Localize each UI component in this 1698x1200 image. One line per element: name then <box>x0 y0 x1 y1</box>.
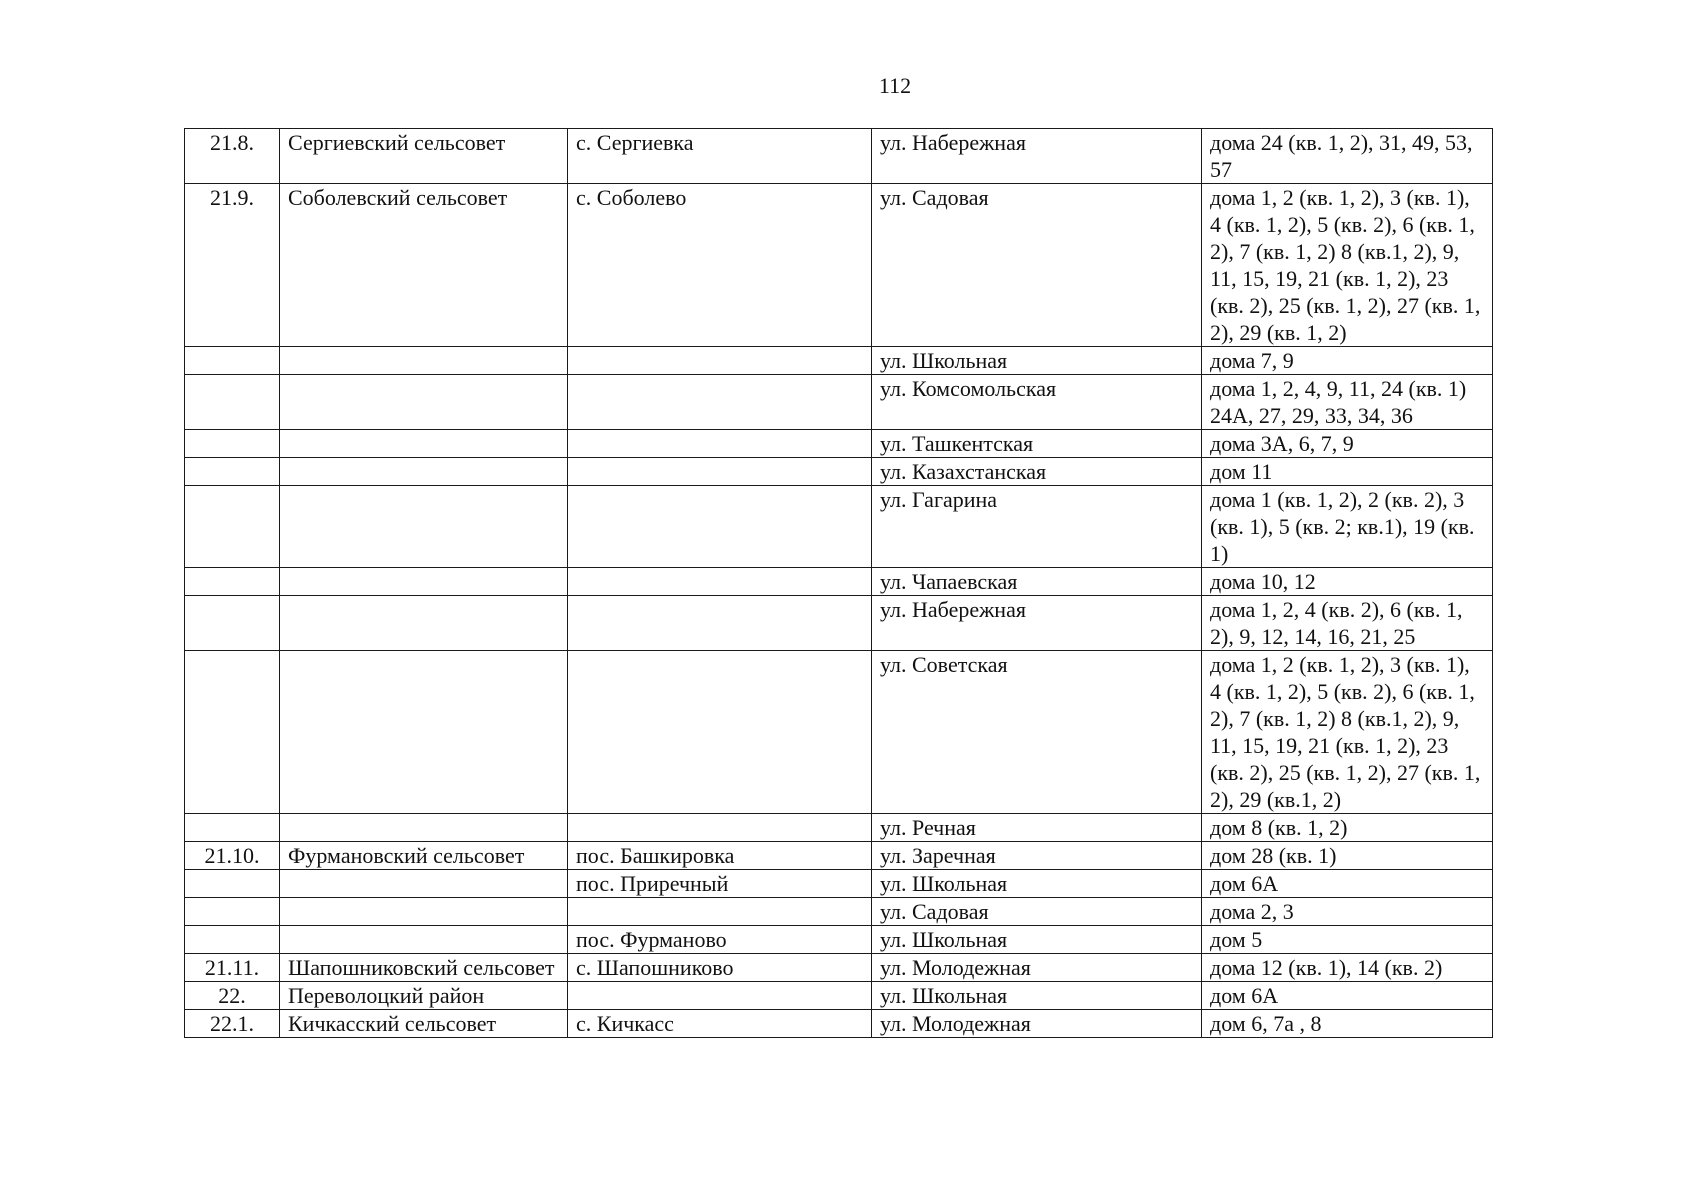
table-row <box>185 1010 1493 1038</box>
houses-cell: дома 1, 2, 4, 9, 11, 24 (кв. 1) 24А, 27, 29, 33, 34, 36 <box>1202 375 1493 430</box>
settlement-cell <box>568 898 872 926</box>
street-cell: ул. Ташкентская <box>872 430 1202 458</box>
settlement-cell: с. Соболево <box>568 184 872 347</box>
houses-cell: дома 24 (кв. 1, 2), 31, 49, 53, 57 <box>1202 129 1493 184</box>
page-number: 112 <box>878 73 912 98</box>
houses-cell: дом 6А <box>1202 870 1493 898</box>
row-number-cell <box>185 430 280 458</box>
council-cell <box>280 898 568 926</box>
row-number-cell <box>185 568 280 596</box>
settlement-cell: с. Кичкасс <box>568 1010 872 1038</box>
table-row <box>185 458 1493 486</box>
table-row <box>185 842 1493 870</box>
settlement-cell: пос. Приречный <box>568 870 872 898</box>
settlement-cell <box>568 486 872 568</box>
table-row <box>185 430 1493 458</box>
street-cell: ул. Школьная <box>872 982 1202 1010</box>
houses-cell: дома 1, 2 (кв. 1, 2), 3 (кв. 1), 4 (кв. 1, 2), 5 (кв. 2), 6 (кв. 1, 2), 7 (кв. 1, 2) 8 (кв.1, 2), 9, 11, 15, 19, 21 (кв. 1, 2), 23 (кв. 2), 25 (кв. 1, 2), 27 (кв. 1, 2), 29 (кв.1, 2) <box>1202 651 1493 814</box>
council-cell <box>280 458 568 486</box>
street-cell: ул. Речная <box>872 814 1202 842</box>
houses-cell: дом 11 <box>1202 458 1493 486</box>
settlement-cell: пос. Башкировка <box>568 842 872 870</box>
settlement-cell: с. Шапошниково <box>568 954 872 982</box>
row-number-cell <box>185 651 280 814</box>
street-cell: ул. Садовая <box>872 184 1202 347</box>
row-number-cell <box>185 870 280 898</box>
table-row <box>185 184 1493 347</box>
table-row <box>185 954 1493 982</box>
council-cell <box>280 568 568 596</box>
table-row <box>185 596 1493 651</box>
row-number-cell <box>185 814 280 842</box>
street-cell: ул. Комсомольская <box>872 375 1202 430</box>
row-number-cell: 21.9. <box>185 184 280 347</box>
council-cell <box>280 486 568 568</box>
address-table <box>184 128 1493 1038</box>
council-cell <box>280 814 568 842</box>
houses-cell: дом 6, 7а , 8 <box>1202 1010 1493 1038</box>
council-cell <box>280 596 568 651</box>
table-row <box>185 982 1493 1010</box>
street-cell: ул. Школьная <box>872 926 1202 954</box>
street-cell: ул. Заречная <box>872 842 1202 870</box>
settlement-cell <box>568 814 872 842</box>
council-cell: Соболевский сельсовет <box>280 184 568 347</box>
houses-cell: дома 1, 2 (кв. 1, 2), 3 (кв. 1), 4 (кв. 1, 2), 5 (кв. 2), 6 (кв. 1, 2), 7 (кв. 1, 2) 8 (кв.1, 2), 9, 11, 15, 19, 21 (кв. 1, 2), 23 (кв. 2), 25 (кв. 1, 2), 27 (кв. 1, 2), 29 (кв. 1, 2) <box>1202 184 1493 347</box>
row-number-cell <box>185 458 280 486</box>
settlement-cell <box>568 458 872 486</box>
houses-cell: дома 10, 12 <box>1202 568 1493 596</box>
street-cell: ул. Школьная <box>872 347 1202 375</box>
street-cell: ул. Молодежная <box>872 954 1202 982</box>
table-row <box>185 814 1493 842</box>
row-number-cell: 21.10. <box>185 842 280 870</box>
table-row <box>185 129 1493 184</box>
council-cell: Фурмановский сельсовет <box>280 842 568 870</box>
table-row <box>185 870 1493 898</box>
street-cell: ул. Садовая <box>872 898 1202 926</box>
council-cell <box>280 651 568 814</box>
row-number-cell <box>185 596 280 651</box>
houses-cell: дома 1, 2, 4 (кв. 2), 6 (кв. 1, 2), 9, 12, 14, 16, 21, 25 <box>1202 596 1493 651</box>
street-cell: ул. Казахстанская <box>872 458 1202 486</box>
council-cell: Переволоцкий район <box>280 982 568 1010</box>
houses-cell: дом 5 <box>1202 926 1493 954</box>
row-number-cell: 21.8. <box>185 129 280 184</box>
settlement-cell: пос. Фурманово <box>568 926 872 954</box>
table-row <box>185 375 1493 430</box>
table-row <box>185 486 1493 568</box>
row-number-cell: 22. <box>185 982 280 1010</box>
row-number-cell <box>185 898 280 926</box>
council-cell <box>280 870 568 898</box>
table-row <box>185 926 1493 954</box>
council-cell <box>280 347 568 375</box>
table-body <box>185 129 1493 1038</box>
houses-cell: дома 3А, 6, 7, 9 <box>1202 430 1493 458</box>
settlement-cell <box>568 568 872 596</box>
houses-cell: дома 2, 3 <box>1202 898 1493 926</box>
houses-cell: дом 28 (кв. 1) <box>1202 842 1493 870</box>
row-number-cell: 22.1. <box>185 1010 280 1038</box>
settlement-cell <box>568 347 872 375</box>
row-number-cell <box>185 926 280 954</box>
council-cell: Шапошниковский сельсовет <box>280 954 568 982</box>
houses-cell: дома 12 (кв. 1), 14 (кв. 2) <box>1202 954 1493 982</box>
street-cell: ул. Молодежная <box>872 1010 1202 1038</box>
houses-cell: дома 7, 9 <box>1202 347 1493 375</box>
table-row <box>185 651 1493 814</box>
street-cell: ул. Набережная <box>872 596 1202 651</box>
settlement-cell: с. Сергиевка <box>568 129 872 184</box>
council-cell <box>280 375 568 430</box>
houses-cell: дом 6А <box>1202 982 1493 1010</box>
council-cell: Сергиевский сельсовет <box>280 129 568 184</box>
street-cell: ул. Школьная <box>872 870 1202 898</box>
settlement-cell <box>568 430 872 458</box>
settlement-cell <box>568 596 872 651</box>
row-number-cell <box>185 486 280 568</box>
street-cell: ул. Набережная <box>872 129 1202 184</box>
houses-cell: дома 1 (кв. 1, 2), 2 (кв. 2), 3 (кв. 1), 5 (кв. 2; кв.1), 19 (кв. 1) <box>1202 486 1493 568</box>
council-cell <box>280 926 568 954</box>
table-row <box>185 898 1493 926</box>
settlement-cell <box>568 375 872 430</box>
table-row <box>185 568 1493 596</box>
council-cell <box>280 430 568 458</box>
settlement-cell <box>568 651 872 814</box>
street-cell: ул. Чапаевская <box>872 568 1202 596</box>
council-cell: Кичкасский сельсовет <box>280 1010 568 1038</box>
street-cell: ул. Советская <box>872 651 1202 814</box>
row-number-cell <box>185 347 280 375</box>
row-number-cell: 21.11. <box>185 954 280 982</box>
settlement-cell <box>568 982 872 1010</box>
street-cell: ул. Гагарина <box>872 486 1202 568</box>
table-row <box>185 347 1493 375</box>
row-number-cell <box>185 375 280 430</box>
houses-cell: дом 8 (кв. 1, 2) <box>1202 814 1493 842</box>
